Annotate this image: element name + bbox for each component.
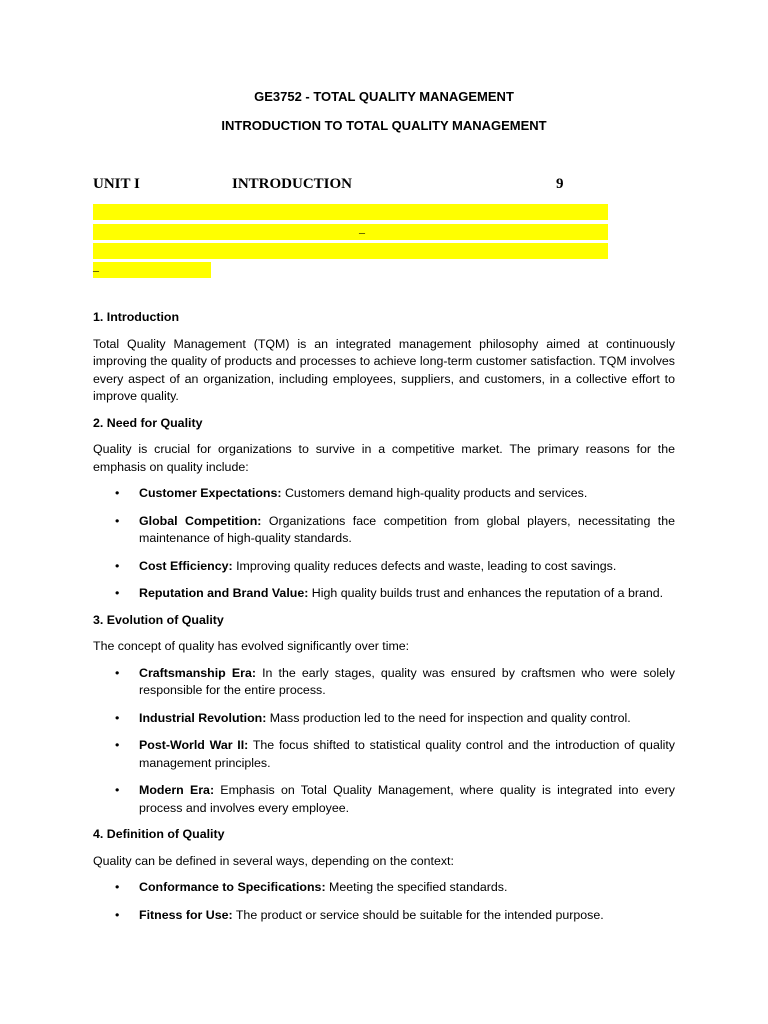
course-title: GE3752 - TOTAL QUALITY MANAGEMENT <box>254 89 514 104</box>
bullet-list <box>93 485 675 603</box>
list-item-term: Conformance to Specifications: <box>139 880 326 894</box>
section-heading: 4. Definition of Quality <box>93 827 225 841</box>
list-item <box>93 907 675 925</box>
list-item-term: Fitness for Use: <box>139 907 233 922</box>
section-paragraph: Total Quality Management (TQM) is an integrated management philosophy aimed at continuously improving the quality of products and processes to achieve long-term customer satisfaction. TQM involves every aspect of an organization, including employees, suppliers, and customers, in a collective effort to improve quality. <box>93 336 675 403</box>
list-item-text: The focus shifted to statistical quality control and the introduction of quality management principles. <box>139 738 675 770</box>
bullet-icon: • <box>115 558 120 573</box>
list-item-term: Post-World War II: <box>139 738 249 752</box>
highlighted-dash: – <box>359 225 365 239</box>
document-title: INTRODUCTION TO TOTAL QUALITY MANAGEMENT <box>221 118 547 133</box>
list-item-term: Modern Era: <box>139 783 215 797</box>
list-item-text: Emphasis on Total Quality Management, where quality is integrated into every process and involves every employee. <box>139 783 675 815</box>
list-item-text: Improving quality reduces defects and waste, leading to cost savings. <box>232 558 617 573</box>
list-item <box>93 665 675 700</box>
highlighted-syllabus-line <box>93 204 608 220</box>
bullet-icon: • <box>115 665 120 680</box>
list-item <box>93 585 675 603</box>
section-paragraph: Quality can be defined in several ways, depending on the context: <box>93 853 454 868</box>
list-item <box>93 558 675 576</box>
unit-title: INTRODUCTION <box>232 176 353 192</box>
list-item <box>93 879 675 897</box>
section-paragraph: The concept of quality has evolved significantly over time: <box>93 639 410 653</box>
bullet-icon: • <box>115 880 120 894</box>
section-heading: 3. Evolution of Quality <box>93 612 224 627</box>
unit-hours: 9 <box>556 176 564 192</box>
list-item-text: Mass production led to the need for inspection and quality control. <box>266 710 631 725</box>
highlighted-syllabus-line <box>93 262 211 278</box>
bullet-icon: • <box>115 586 120 600</box>
highlighted-syllabus-line <box>93 243 608 259</box>
list-item <box>93 485 675 503</box>
list-item-term: Cost Efficiency: <box>139 558 233 573</box>
document-body <box>93 309 675 933</box>
unit-heading <box>93 176 613 194</box>
list-item-text: In the early stages, quality was ensured by craftsmen who were solely responsible for the entire process. <box>139 665 675 697</box>
list-item-text: Meeting the specified standards. <box>325 880 508 894</box>
bullet-icon: • <box>115 907 120 922</box>
list-item-text: The product or service should be suitable for the intended purpose. <box>232 907 604 922</box>
section-paragraph: Quality is crucial for organizations to survive in a competitive market. The primary reasons for the emphasis on quality include: <box>93 442 675 474</box>
list-item-term: Customer Expectations: <box>139 486 282 500</box>
unit-label: UNIT I <box>93 176 140 192</box>
list-item-text: High quality builds trust and enhances the reputation of a brand. <box>308 586 664 600</box>
bullet-icon: • <box>115 513 120 528</box>
list-item <box>93 513 675 548</box>
list-item <box>93 782 675 817</box>
highlighted-dash: – <box>93 263 99 277</box>
bullet-list <box>93 879 675 924</box>
bullet-icon: • <box>115 486 120 500</box>
list-item <box>93 737 675 772</box>
list-item-text: Organizations face competition from global players, necessitating the maintenance of high-quality standards. <box>139 513 676 545</box>
list-item-term: Reputation and Brand Value: <box>139 586 309 600</box>
list-item <box>93 710 675 728</box>
list-item-term: Global Competition: <box>139 513 262 528</box>
list-item-term: Industrial Revolution: <box>139 710 267 725</box>
section-heading: 2. Need for Quality <box>93 415 203 430</box>
bullet-list <box>93 665 675 818</box>
section-heading: 1. Introduction <box>93 310 180 324</box>
highlighted-syllabus-line <box>93 224 608 240</box>
bullet-icon: • <box>115 783 120 797</box>
bullet-icon: • <box>115 738 120 752</box>
list-item-term: Craftsmanship Era: <box>139 665 256 680</box>
bullet-icon: • <box>115 710 120 725</box>
list-item-text: Customers demand high-quality products and services. <box>281 486 588 500</box>
